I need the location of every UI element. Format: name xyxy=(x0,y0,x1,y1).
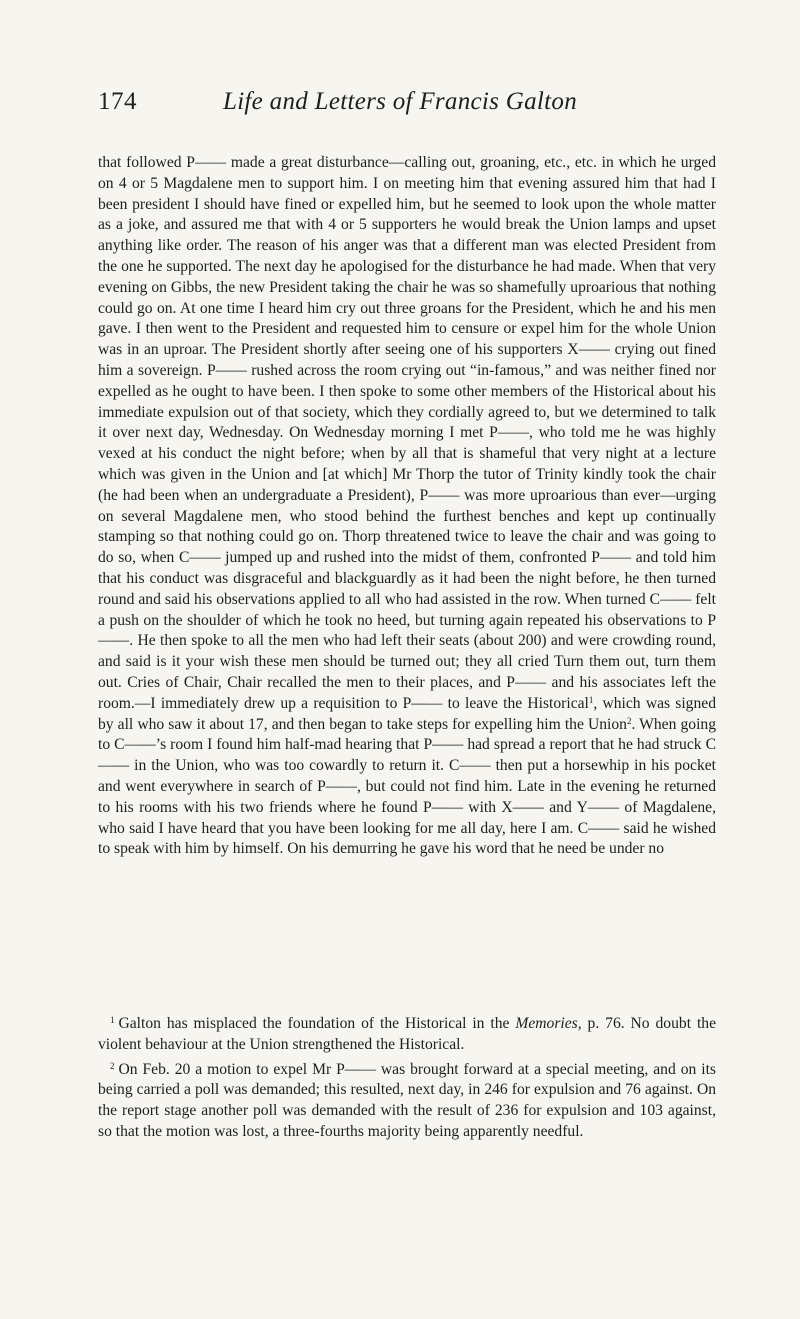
title-and: and xyxy=(269,88,309,115)
body-paragraph xyxy=(98,153,716,860)
footnote-1-italic: Memories xyxy=(515,1015,578,1032)
title-letters: Letters xyxy=(314,88,387,115)
body-text xyxy=(98,153,716,860)
footnotes xyxy=(98,1010,716,1143)
footnote-ref-2: 2 xyxy=(626,715,632,726)
footnote-2-text: On Feb. 20 a motion to expel Mr P—— was brought forward at a special meeting, and on its being carried a poll was demanded; this resulted, next day, in 246 for expulsion and 76 against. On the report stage another poll was demanded with the result of 236 for expulsion and 103 against, so that the motion was lost, a three-fourths majority being apparently needful. xyxy=(98,1060,716,1140)
footnote-2 xyxy=(98,1056,716,1143)
title-name: Francis Galton xyxy=(419,88,577,115)
running-title xyxy=(0,88,800,116)
body-text-part-3: . When going to C——’s room I found him half-mad hearing that P—— had spread a report that he had struck C—— in the Union, who was too cowardly to return it. C—— then put a horsewhip in his pocket and went everywhere in search of P——, but could not find him. Late in the evening he returned to his rooms with his two friends where he found P—— with X—— and Y—— of Magdalene, who said I have heard that you have been looking for me all day, here I am. C—— said he wished to speak with him by himself. On his demurring he gave his word that he need be under no xyxy=(98,715,716,858)
body-text-part-1: that followed P—— made a great disturbance—calling out, groaning, etc., etc. in which he urged on 4 or 5 Magdalene men to support him. I on meeting him that evening assured him that had I been president I should have fined or expelled him, but he seemed to look upon the whole matter as a joke, and assured me that with 4 or 5 supporters he would break the Union lamps and upset anything like order. The reason of his anger was that a different man was elected President from the one he supported. The next day he apologised for the disturbance he had made. When that very evening on Gibbs, the new President taking the chair he was so shamefully uproarious that nothing could go on. At one time I heard him cry out three groans for the President, which he and his men gave. I then went to the President and requested him to censure or expel him for the whole Union was in an uproar. The President shortly after seeing one of his supporters X—— crying out fined him a sovereign. P—— rushed across the room crying out “in-famous,” and was neither fined nor expelled as he ought to have been. I then spoke to some other members of the Historical about his immediate expulsion out of that society, which they cordially agreed to, but we determined to talk it over next day, Wednesday. On Wednesday morning I met P——, who told me he was highly vexed at his conduct the night before; when by all that is shameful that very night at a lecture which was given in the Union and [at which] Mr Thorp the tutor of Trinity kindly took the chair (he had been when an undergraduate a President), P—— was more uproarious than ever—urging on several Magdalene men, who stood behind the furthest benches and kept up continually stamping so that nothing could go on. Thorp threatened twice to leave the chair and was going to do so, when C—— jumped up and rushed into the midst of them, confronted P—— and told him that his conduct was disgraceful and blackguardly as it had been the night before, he then turned round and said his observations applied to all who had assisted in the row. When turned C—— felt a push on the shoulder of which he took no heed, but turning again repeated his observations to P——. He then spoke to all the men who had left their seats (about 200) and were crowding round, and said is it your wish these men should be turned out; they all cried Turn them out, turn them out. Cries of Chair, Chair recalled the men to their places, and P—— and his associates left the room.—I immediately drew up a requisition to P—— to leave the Historical xyxy=(98,154,716,712)
running-head xyxy=(0,88,800,122)
footnote-2-mark: 2 xyxy=(110,1060,115,1071)
body-text-part-2: , which was signed by all who saw it about 17, and then began to take steps for expelling him the Union xyxy=(98,694,716,733)
footnote-ref-1: 1 xyxy=(588,694,594,705)
footnote-1-mark: 1 xyxy=(110,1015,115,1025)
title-of: of xyxy=(392,88,413,115)
title-life: Life xyxy=(222,88,264,115)
footnote-1-text-a: Galton has misplaced the foundation of the Historical in the xyxy=(118,1015,516,1032)
footnote-1-text-b: , p. 76. No doubt the violent behaviour at the Union strengthened the Historical. xyxy=(98,1015,716,1053)
page-number: 174 xyxy=(98,88,137,115)
footnote-1 xyxy=(98,1010,716,1056)
